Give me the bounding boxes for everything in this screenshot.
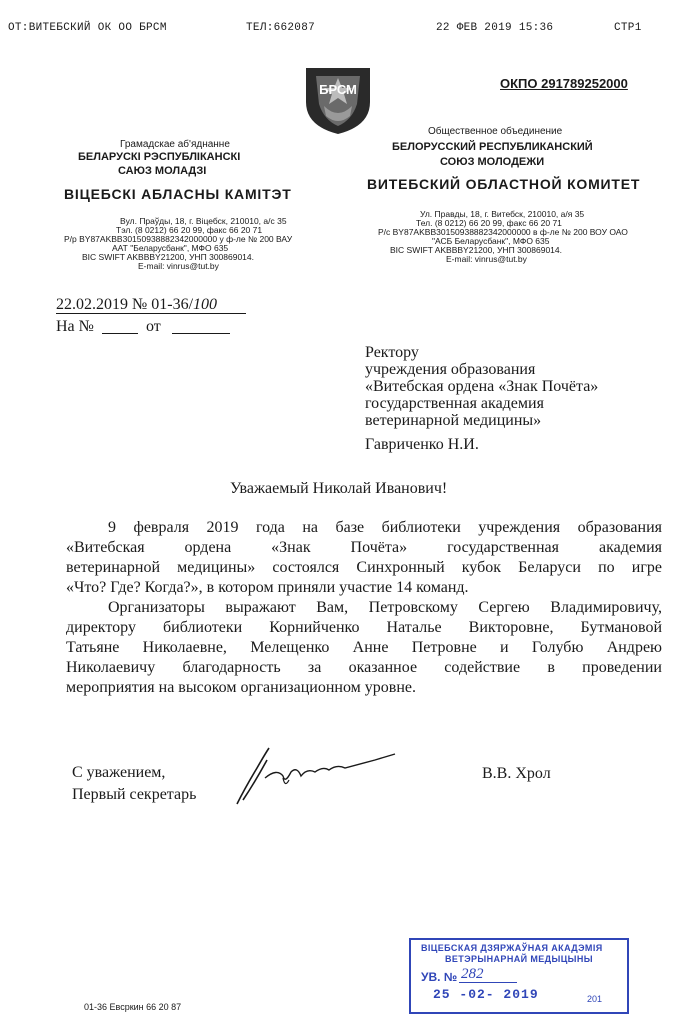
paragraph-line: «Витебская ордена «Знак Почёта» государственная академия — [66, 539, 662, 556]
org-ru-address-3: Р/с BY87AKBB30150938882342000000 в ф-ле № 200 ВОУ ОАО — [378, 227, 628, 237]
org-ru-address-1: Ул. Правды, 18, г. Витебск, 210010, а/я 35 — [420, 209, 585, 219]
incoming-reference — [56, 317, 94, 337]
handwritten-signature — [225, 738, 405, 810]
org-by-address-5: BIC SWIFT AKBBBY21200, УНП 300869014. — [82, 252, 255, 262]
recipient-line: ветеринарной медицины» — [365, 412, 542, 429]
org-by-address-4: ААТ "Беларусбанк", МФО 635 — [112, 243, 229, 253]
recipient-line: учреждения образования — [365, 361, 536, 378]
signer-name: В.В. Хрол — [482, 765, 551, 782]
paragraph-line: Николаевичу благодарность за оказанное содействие в проведении — [66, 659, 662, 676]
fax-phone: ТЕЛ:662087 — [246, 22, 316, 34]
brsm-logo — [302, 64, 374, 136]
org-ru-address-4: "АСБ Беларусбанк", МФО 635 — [432, 236, 550, 246]
org-by-address-6: E-mail: vinrus@tut.by — [138, 261, 219, 271]
brsm-emblem-icon — [302, 64, 374, 136]
incoming-number-label: На № — [56, 318, 94, 335]
org-by-address-3: Р/р BY87AKBB30150938882342000000 у ф-ле № 200 ВАУ — [64, 234, 293, 244]
org-by-line2: БЕЛАРУСКІ РЭСПУБЛІКАНСКІ — [78, 151, 241, 163]
stamp-line2: ВЕТЭРЫНАРНАЙ МЕДЫЦЫНЫ — [445, 954, 594, 964]
org-ru-line2: БЕЛОРУССКИЙ РЕСПУБЛИКАНСКИЙ — [392, 141, 593, 153]
paragraph-line: директору библиотеки Корнийченко Наталье Викторовне, Бутмановой — [66, 619, 662, 636]
closing-block — [72, 762, 196, 806]
outgoing-date: 22.02.2019 — [56, 296, 128, 313]
logo-text: БРСМ — [319, 82, 357, 97]
stamp-date: 25 -02- 2019 — [433, 987, 539, 1002]
org-ru-line3: СОЮЗ МОЛОДЕЖИ — [440, 156, 545, 168]
org-ru-line1: Общественное объединение — [428, 126, 563, 137]
salutation: Уважаемый Николай Иванович! — [230, 480, 448, 497]
footer-note: 01-36 Евсркин 66 20 87 — [84, 1002, 182, 1012]
paragraph-line: 9 февраля 2019 года на базе библиотеки учреждения образования — [108, 519, 662, 536]
outgoing-reference — [56, 295, 217, 315]
recipient-line: Гавриченко Н.И. — [365, 436, 479, 453]
stamp-number-value: 282 — [461, 966, 484, 982]
outgoing-number: № 01-36/ — [132, 296, 194, 313]
org-by-line1: Грамадскае аб'яднанне — [120, 139, 230, 150]
incoming-date-blank — [172, 333, 230, 334]
paragraph-line: «Что? Где? Когда?», в котором приняли участие 14 команд. — [66, 579, 469, 596]
paragraph-line: мероприятия на высоком организационном уровне. — [66, 679, 416, 696]
stamp-number-underline — [459, 982, 517, 983]
closing-line: С уважением, — [72, 764, 166, 781]
recipient-line: «Витебская ордена «Знак Почёта» — [365, 378, 599, 395]
signature-icon — [225, 738, 405, 810]
fax-sender: ОТ:ВИТЕБСКИЙ ОК ОО БРСМ — [8, 22, 167, 34]
recipient-block — [365, 344, 598, 453]
outgoing-number-handwritten: 100 — [193, 296, 218, 313]
paragraph-line: Организаторы выражают Вам, Петровскому Сергею Владимировичу, — [108, 599, 662, 616]
incoming-from-label: от — [146, 318, 161, 335]
closing-title: Первый секретарь — [72, 786, 197, 803]
org-ru-title: ВИТЕБСКИЙ ОБЛАСТНОЙ КОМИТЕТ — [367, 176, 641, 192]
incoming-number-blank — [102, 333, 138, 334]
stamp-code: 201 — [587, 994, 603, 1004]
paragraph-2 — [66, 598, 662, 698]
outgoing-underline — [56, 313, 246, 314]
fax-page: СТР1 — [614, 22, 642, 34]
registration-stamp — [409, 938, 629, 1014]
org-by-line3: САЮЗ МОЛАДЗІ — [118, 165, 207, 177]
paragraph-1 — [66, 518, 662, 598]
org-ru-address-6: E-mail: vinrus@tut.by — [446, 254, 527, 264]
okpo-code: ОКПО 291789252000 — [500, 76, 628, 91]
stamp-line1: ВІЦЕБСКАЯ ДЗЯРЖАЎНАЯ АКАДЭМІЯ — [421, 943, 603, 953]
recipient-line: Ректору — [365, 344, 419, 361]
stamp-number-label: УВ. № — [421, 970, 458, 984]
org-ru-address-5: BIC SWIFT AKBBBY21200, УНП 300869014. — [390, 245, 563, 255]
paragraph-line: ветеринарной медицины» состоялся Синхронный кубок Беларуси по игре — [66, 559, 662, 576]
org-by-title: ВІЦЕБСКІ АБЛАСНЫ КАМІТЭТ — [64, 186, 292, 202]
fax-datetime: 22 ФЕВ 2019 15:36 — [436, 22, 554, 34]
org-by-address-2: Тэл. (8 0212) 66 20 99, факс 66 20 71 — [116, 225, 263, 235]
recipient-line: государственная академия — [365, 395, 544, 412]
paragraph-line: Татьяне Николаевне, Мелещенко Анне Петровне и Голубю Андрею — [66, 639, 662, 656]
org-by-address-1: Вул. Праўды, 18, г. Віцебск, 210010, а/с 35 — [120, 216, 287, 226]
org-ru-address-2: Тел. (8 0212) 66 20 99, факс 66 20 71 — [416, 218, 562, 228]
